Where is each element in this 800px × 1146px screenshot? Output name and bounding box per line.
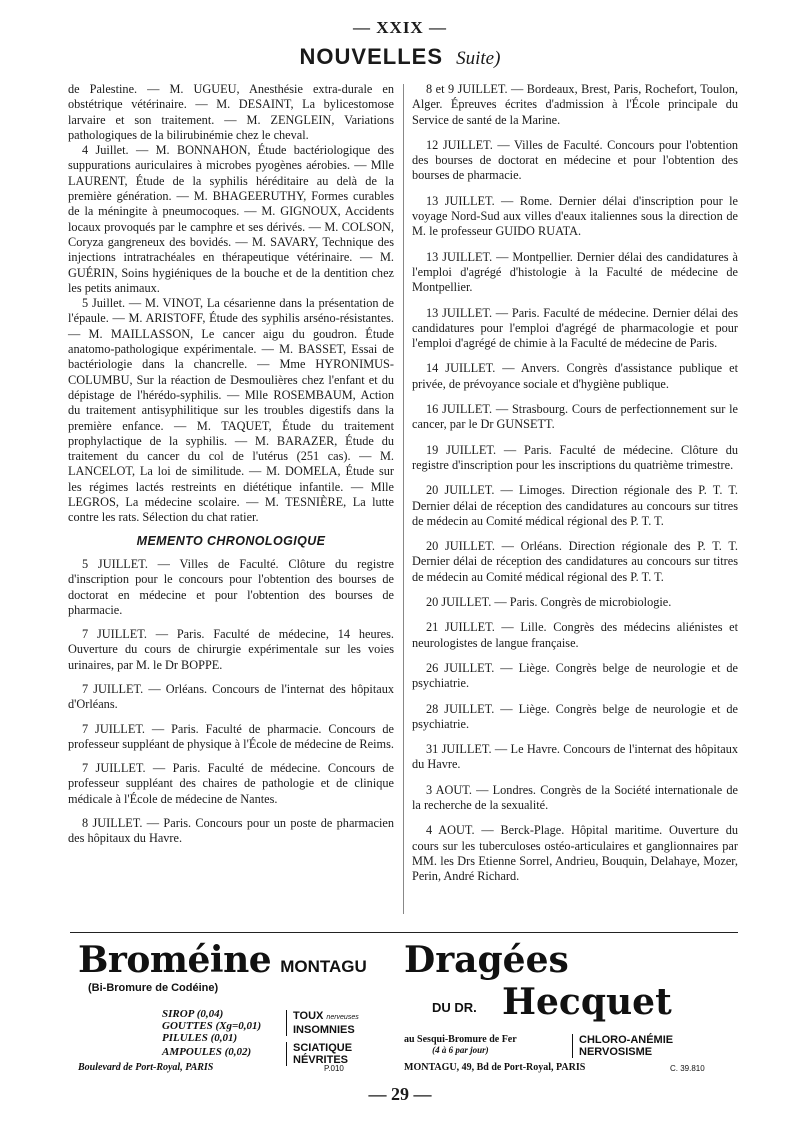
section-title: NOUVELLES xyxy=(299,44,444,69)
bromeine-address: Boulevard de Port-Royal, PARIS xyxy=(78,1062,214,1073)
section-header xyxy=(0,44,800,70)
roman-page-number: — XXIX — xyxy=(353,18,447,37)
right-column xyxy=(412,82,738,894)
memento-entry: 13 JUILLET. — Montpellier. Dernier délai des candidatures à l'emploi d'agrégé d'histologie à la Faculté de médecine de Montpellier. xyxy=(412,249,738,295)
memento-entry: 31 JUILLET. — Le Havre. Concours de l'internat des hôpitaux du Havre. xyxy=(412,742,738,772)
memento-entry: 8 JUILLET. — Paris. Concours pour un poste de pharmacien des hôpitaux du Havre. xyxy=(68,816,394,846)
memento-entry: 7 JUILLET. — Orléans. Concours de l'internat des hôpitaux d'Orléans. xyxy=(68,681,394,712)
ad-separator-rule xyxy=(70,932,738,933)
form-gouttes: GOUTTES (Xg=0,01) xyxy=(162,1020,262,1032)
hecquet-indications xyxy=(572,1034,673,1058)
memento-entry: 14 JUILLET. — Anvers. Congrès d'assistance publique et privée, de prévoyance sociale et d'hygiène publique. xyxy=(412,361,738,391)
memento-entry: 8 et 9 JUILLET. — Bordeaux, Brest, Paris, Rochefort, Toulon, Alger. Épreuves écrites d'admission à l'École principale du Service de santé de la Marine. xyxy=(412,82,738,127)
indications-sciatique xyxy=(286,1042,352,1066)
dosage-text: (4 à 6 par jour) xyxy=(432,1045,489,1055)
sesqui-bromure-text: au Sesqui-Bromure de Fer xyxy=(404,1034,517,1045)
memento-entry: 3 AOUT. — Londres. Congrès de la Société internationale de la recherche de la sexualité. xyxy=(412,782,738,812)
memento-entry: 5 JUILLET. — Villes de Faculté. Clôture du registre d'inscription pour le concours pour l'obtention des bourses de doctorat en médecine et pour l'obtention des bourses de pharmacie. xyxy=(68,556,394,617)
memento-entry: 20 JUILLET. — Paris. Congrès de microbiologie. xyxy=(426,595,672,610)
bromeine-brand: Broméine xyxy=(78,939,272,981)
memento-entry: 7 JUILLET. — Paris. Faculté de médecine, 14 heures. Ouverture du cours de chirurgie expérimentale sur les voies urinaires, par M. le Dr BOPPE. xyxy=(68,627,394,672)
bromeine-advertisement xyxy=(78,940,398,1080)
bromeine-forms xyxy=(162,1008,261,1044)
memento-title: MEMENTO CHRONOLOGIQUE xyxy=(136,533,326,548)
indication-nevrites: NÉVRITES xyxy=(293,1054,349,1066)
section-suite: Suite) xyxy=(456,48,501,69)
page-number: — 29 — xyxy=(368,1084,432,1104)
hecquet-advertisement xyxy=(402,940,732,1080)
continuation-paragraph: de Palestine. — M. UGUEU, Anesthésie extra-durale en obstétrique vétérinaire. — M. DESAINT, La bylicestomose larvaire et son traitement. — M. ZENGLEIN, Variations pathologiques de la bilirubinémie chez le cheval. xyxy=(68,82,394,142)
left-column xyxy=(68,82,394,856)
column-divider xyxy=(403,84,404,914)
sesqui-bromure-line xyxy=(404,1034,517,1056)
indication-toux: TOUX xyxy=(293,1010,324,1022)
indication-sciatique: SCIATIQUE xyxy=(293,1042,353,1054)
memento-entry: 13 JUILLET. — Rome. Dernier délai d'inscription pour le voyage Nord-Sud aux villes d'eaux italiennes sous la direction de M. le professeur GUIDO RUATA. xyxy=(412,193,738,239)
dragees-brand: Dragées xyxy=(404,939,569,981)
bromeine-subtitle: (Bi-Bromure de Codéine) xyxy=(88,982,219,994)
memento-entry: 28 JUILLET. — Liège. Congrès belge de neurologie et de psychiatrie. xyxy=(412,701,738,731)
thesis-paragraph-5-juillet: 5 Juillet. — M. VINOT, La césarienne dans la présentation de l'épaule. — M. ARISTOFF, Étude des syphilis arséno-résistantes. — M. MAILLASSON, Le cancer aigu du goudron. Étude anatomo-pathologique expérimentale. — M. BASSET, Essai de bactériologie dans la chancrelle. — Mme HYRONIMUS-COLUMBU, Sur la réaction de Desmoulières chez l'enfant et du dépistage de l'hérédo-syphilis. — Mlle ROSEMBAUM, Action du traitement antisyphilitique sur les troubles digestifs dans la première enfance. — M. TAQUET, Étude du traitement prophylactique de la syphilis. — M. BARAZER, Étude du traitement du cancer du col de l'utérus (251 cas). — M. LANCELOT, La loi de similitude. — M. DOMELA, Étude sur les régimes lactés restreints en diététique infantile. — Mlle LEGROS, La médecine scolaire. — M. TESNIÈRE, La lutte contre les rats. Sélection du chat ratier. xyxy=(68,296,394,525)
form-pilules: PILULES (0,01) xyxy=(162,1032,238,1044)
bromeine-code: P.010 xyxy=(324,1064,344,1073)
form-sirop: SIROP (0,04) xyxy=(162,1008,224,1020)
indication-insomnies: INSOMNIES xyxy=(293,1024,355,1036)
memento-entry: 7 JUILLET. — Paris. Faculté de médecine. Concours de professeur suppléant des chaires de pathologie et de clinique médicale à l'École de médecine de Nantes. xyxy=(68,761,394,806)
memento-entry: 12 JUILLET. — Villes de Faculté. Concours pour l'obtention des bourses de doctorat en médecine et pour l'obtention des bourses de pharmacie. xyxy=(412,137,738,183)
thesis-paragraph-4-juillet: 4 Juillet. — M. BONNAHON, Étude bactériologique des suppurations auriculaires à microbes pyogènes aérobies. — Mlle LAURENT, Étude de la syphilis héréditaire au delà de la première génération. — M. BHAGEERUTHY, Formes curables de la méningite à pneumocoques. — M. GIGNOUX, Accidents locaux provoqués par le camphre et ses dérivés. — M. COLSON, Coryza gangreneux des bovidés. — M. SAVARY, Technique des injections intratrachéales en thérapeutique vétérinaire. — M. GUÉRIN, Soins hygiéniques de la bouche et de la dentition chez les petits animaux. xyxy=(68,143,394,295)
memento-entry: 21 JUILLET. — Lille. Congrès des médecins aliénistes et neurologistes de langue française. xyxy=(412,620,738,650)
hecquet-address: MONTAGU, 49, Bd de Port-Royal, PARIS xyxy=(404,1062,586,1073)
montagu-brand: MONTAGU xyxy=(280,957,367,976)
memento-entry: 13 JUILLET. — Paris. Faculté de médecine. Dernier délai des candidatures pour l'emploi d'agrégé de pharmacologie et pour l'emploi d'agrégé de chimie à la Faculté de médecine de Paris. xyxy=(412,305,738,351)
memento-entry: 19 JUILLET. — Paris. Faculté de médecine. Clôture du registre d'inscription pour les inscriptions du quatrième trimestre. xyxy=(412,442,738,472)
form-ampoules: AMPOULES (0,02) xyxy=(162,1046,252,1058)
hecquet-code: C. 39.810 xyxy=(670,1064,705,1073)
hecquet-brand: Hecquet xyxy=(502,981,672,1023)
memento-entry: 26 JUILLET. — Liège. Congrès belge de neurologie et de psychiatrie. xyxy=(412,660,738,691)
memento-entry: 20 JUILLET. — Limoges. Direction régionale des P. T. T. Dernier délai de réception des candidatures au concours sur titres de médecin au Comité médical régional des P. T. T. xyxy=(412,483,738,528)
indication-nervosisme: NERVOSISME xyxy=(579,1046,653,1058)
memento-entry: 20 JUILLET. — Orléans. Direction régionale des P. T. T. Dernier délai de réception des candidatures au concours sur titres de médecin au Comité médical régional des P. T. T. xyxy=(412,539,738,584)
memento-entry: 7 JUILLET. — Paris. Faculté de pharmacie. Concours de professeur suppléant de physique à l'École de médecine de Reims. xyxy=(68,721,394,751)
indications-toux xyxy=(286,1010,359,1036)
memento-entry: 16 JUILLET. — Strasbourg. Cours de perfectionnement sur le cancer, par le Dr GUNSETT. xyxy=(412,402,738,432)
indication-nerveuses: nerveuses xyxy=(326,1014,359,1021)
indication-chloro-anemie: CHLORO-ANÉMIE xyxy=(579,1034,674,1046)
du-dr-label: DU DR. xyxy=(432,1000,477,1015)
memento-entry: 4 AOUT. — Berck-Plage. Hôpital maritime. Ouverture du cours sur les tuberculoses ostéo-articulaires et ganglionnaires par MM. les Drs Etienne Sorrel, Andrieu, Bouquin, Delahaye, Mozer, Perin, André Richard. xyxy=(412,823,738,884)
